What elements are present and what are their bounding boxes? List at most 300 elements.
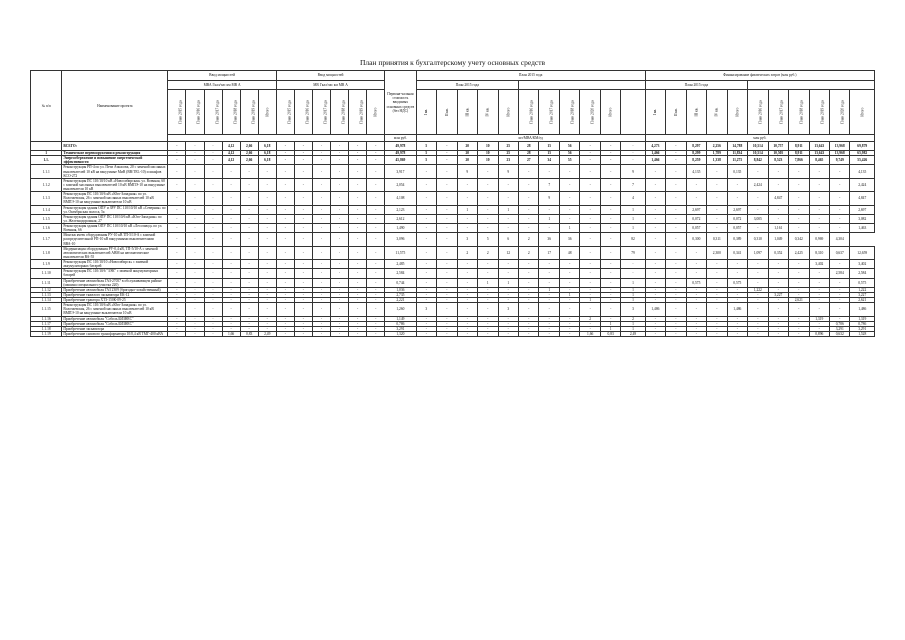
row-cell: 2,49 <box>258 331 276 336</box>
row-cell: - <box>222 303 240 316</box>
row-cell: 1 <box>621 298 645 303</box>
row-cell: - <box>645 292 665 297</box>
row-cell: - <box>498 331 518 336</box>
row-cell: - <box>748 298 768 303</box>
row-cell: 1 <box>621 326 645 331</box>
row-cell: - <box>349 331 367 336</box>
row-cell: - <box>830 260 850 269</box>
row-cell: - <box>168 224 186 233</box>
row-cell: - <box>437 298 457 303</box>
row-cell: - <box>789 287 809 292</box>
row-cell: 1 <box>600 321 620 326</box>
row-cell: - <box>312 192 330 205</box>
row-cell: - <box>707 292 727 297</box>
row-number: 1.1.4 <box>31 205 62 214</box>
row-cell: - <box>416 192 436 205</box>
row-cell: - <box>258 205 276 214</box>
row-name: Реконструкция ПС 110/10/6 кВ «Юго-Западная» по ул. Волочаевская, 26 с заменой масляных выключателей 10 кВ ВМПЭ-10 на вакуумные выключатели 10 кВ <box>62 192 168 205</box>
row-cell: - <box>349 214 367 223</box>
header-quarter-a-1: II кв. <box>437 90 457 135</box>
row-cell: 1,097 <box>748 246 768 259</box>
row-cell: - <box>707 269 727 278</box>
row-cell: 1,260 <box>385 303 416 316</box>
row-cell: - <box>580 321 600 326</box>
row-cell: - <box>294 233 312 246</box>
row-cell: - <box>349 233 367 246</box>
row-cell: 8,310 <box>809 246 829 259</box>
row-cell: - <box>666 192 686 205</box>
table-row <box>31 278 875 287</box>
row-cell: - <box>809 298 829 303</box>
row-cell: 4,847 <box>768 192 788 205</box>
row-cell: - <box>789 165 809 178</box>
row-cell: - <box>600 292 620 297</box>
row-cell: - <box>830 178 850 191</box>
header-input-2-sub: МВ Гкал/час км МВ А <box>276 81 384 90</box>
row-cell: 10,514 <box>748 151 768 156</box>
row-cell: - <box>666 224 686 233</box>
row-cell: - <box>666 260 686 269</box>
row-cell: 3,402 <box>809 260 829 269</box>
header-year-b-5: Итого <box>850 90 875 135</box>
row-cell: 1,66 <box>222 331 240 336</box>
row-cell: - <box>168 298 186 303</box>
row-cell: - <box>457 303 477 316</box>
row-cell: - <box>312 321 330 326</box>
row-cell: - <box>645 233 665 246</box>
row-cell: - <box>367 298 385 303</box>
row-cell: 1 <box>498 278 518 287</box>
row-cell: - <box>240 205 258 214</box>
row-cell: 8,299 <box>686 151 706 156</box>
row-cell: - <box>294 287 312 292</box>
row-cell: - <box>666 214 686 223</box>
row-cell: - <box>312 246 330 259</box>
row-cell: - <box>204 205 222 214</box>
row-cell: - <box>258 316 276 321</box>
row-cell: - <box>204 246 222 259</box>
row-cell: - <box>168 331 186 336</box>
row-cell: 3,291 <box>385 326 416 331</box>
row-cell: - <box>498 298 518 303</box>
row-cell: - <box>349 156 367 165</box>
row-cell: - <box>707 316 727 321</box>
row-cell: - <box>331 292 349 297</box>
row-cell: - <box>768 278 788 287</box>
row-number: 1.1.15 <box>31 303 62 316</box>
row-cell: 0,786 <box>830 321 850 326</box>
row-cell: - <box>559 316 579 321</box>
header-quarter-b-0: I кв. <box>645 90 665 135</box>
row-cell: - <box>768 205 788 214</box>
header-vert-a-3: План 2018 года <box>222 90 240 135</box>
row-cell: - <box>331 269 349 278</box>
row-cell: - <box>240 260 258 269</box>
row-cell: - <box>519 326 539 331</box>
row-cell: 4,108 <box>385 192 416 205</box>
row-cell: - <box>416 278 436 287</box>
row-cell: - <box>559 178 579 191</box>
row-cell: - <box>600 165 620 178</box>
row-cell: - <box>186 260 204 269</box>
row-cell: - <box>437 321 457 326</box>
row-cell: - <box>168 165 186 178</box>
row-cell: 10,514 <box>748 142 768 151</box>
row-cell: - <box>312 331 330 336</box>
row-cell: 1 <box>621 321 645 326</box>
header-vert-c-0: План 2016 года <box>519 90 539 135</box>
row-cell: 45,869 <box>385 156 416 165</box>
row-cell: 82 <box>621 233 645 246</box>
row-cell: - <box>258 298 276 303</box>
row-cell: - <box>222 233 240 246</box>
row-cell: 5 <box>416 142 436 151</box>
row-cell: - <box>519 316 539 321</box>
row-cell: 1 <box>457 205 477 214</box>
row-name: Приобретение автомобиля "Соболь БИЗНЕС" <box>62 321 168 326</box>
row-cell: 1 <box>600 326 620 331</box>
header-quarter-b-4: Итого <box>727 90 747 135</box>
row-cell: - <box>437 214 457 223</box>
row-number: 1.1.11 <box>31 278 62 287</box>
row-cell: - <box>457 224 477 233</box>
row-cell: 0,786 <box>385 321 416 326</box>
row-cell: - <box>276 192 294 205</box>
row-cell: - <box>707 326 727 331</box>
row-number: 1.1.1 <box>31 165 62 178</box>
row-cell: - <box>168 156 186 165</box>
row-cell: - <box>809 292 829 297</box>
row-cell: - <box>498 292 518 297</box>
row-cell: - <box>276 142 294 151</box>
row-cell: - <box>349 142 367 151</box>
row-name: Монтаж ячеек оборудования РУ-10 кВ ТП-5/10-А с заменой распределительной РП-10 кВ вакуумными выключателями ВВА-10 <box>62 233 168 246</box>
header-vert-a-0: План 2015 года <box>168 90 186 135</box>
header-quarter-a-4: Итого <box>498 90 518 135</box>
row-name: Реконструкция РП-4 по ул. Пети Ачкасова, 20 с заменой масляных выключателей 10 кВ на вакуумные МиВ (ВВ/TEL-10) и шкафов КСО-272 <box>62 165 168 178</box>
row-cell: - <box>789 205 809 214</box>
row-cell: - <box>222 260 240 269</box>
row-cell: - <box>809 205 829 214</box>
row-cell: 0,341 <box>727 246 747 259</box>
row-cell: 0,300 <box>686 233 706 246</box>
row-cell: 2,735 <box>385 292 416 297</box>
row-cell: - <box>748 326 768 331</box>
row-cell: - <box>748 224 768 233</box>
row-cell: 1,036 <box>385 287 416 292</box>
row-cell: 8,842 <box>748 156 768 165</box>
row-cell: - <box>645 316 665 321</box>
row-cell: - <box>457 298 477 303</box>
row-cell: - <box>240 214 258 223</box>
row-cell: - <box>768 298 788 303</box>
row-cell: - <box>186 178 204 191</box>
row-cell: - <box>294 224 312 233</box>
row-cell: - <box>457 316 477 321</box>
row-cell: - <box>457 331 477 336</box>
row-cell: - <box>222 165 240 178</box>
row-cell: - <box>331 316 349 321</box>
row-cell: - <box>539 321 559 326</box>
row-number: 1.1.2 <box>31 178 62 191</box>
row-cell: 55,426 <box>850 156 875 165</box>
row-cell: - <box>168 151 186 156</box>
row-cell: - <box>809 326 829 331</box>
header-quarter-b-2: III кв. <box>686 90 706 135</box>
row-cell: - <box>222 178 240 191</box>
row-cell: - <box>186 156 204 165</box>
row-cell: - <box>312 156 330 165</box>
row-cell: - <box>367 151 385 156</box>
header-plan-2015-b: План 2015 года <box>645 81 747 90</box>
row-cell: - <box>559 287 579 292</box>
row-cell: - <box>789 178 809 191</box>
row-cell: - <box>621 142 645 151</box>
row-cell: - <box>666 178 686 191</box>
row-cell: - <box>240 326 258 331</box>
row-cell: - <box>437 151 457 156</box>
row-cell: - <box>349 316 367 321</box>
row-number: 1.1.8 <box>31 246 62 259</box>
row-cell: - <box>645 269 665 278</box>
row-number: 1.1.16 <box>31 316 62 321</box>
row-cell: - <box>580 287 600 292</box>
header-fin-group: Финансирование фактических затрат (млн руб.) <box>645 71 874 81</box>
header-name: Наименование проекта <box>62 71 168 142</box>
row-cell: - <box>580 192 600 205</box>
row-cell: - <box>186 269 204 278</box>
row-cell: - <box>830 214 850 223</box>
row-cell: 4,12 <box>222 156 240 165</box>
row-cell: - <box>349 287 367 292</box>
row-cell: - <box>312 165 330 178</box>
row-name: Приобретение автомобиля ГАЗ 2309 (бригадно-хозяйственный) <box>62 287 168 292</box>
row-cell: - <box>276 224 294 233</box>
row-cell: - <box>621 156 645 165</box>
row-cell: - <box>478 326 498 331</box>
row-cell: - <box>789 316 809 321</box>
row-cell: - <box>789 326 809 331</box>
row-cell: - <box>559 165 579 178</box>
row-cell: 1,319 <box>809 316 829 321</box>
row-cell: - <box>294 278 312 287</box>
row-cell: - <box>331 151 349 156</box>
row-cell: 2,584 <box>830 269 850 278</box>
row-cell: 0,575 <box>850 278 875 287</box>
row-cell: - <box>186 233 204 246</box>
row-cell: - <box>367 192 385 205</box>
row-cell: - <box>168 205 186 214</box>
row-cell: 28 <box>519 142 539 151</box>
row-cell: - <box>519 287 539 292</box>
row-cell: - <box>666 246 686 259</box>
row-cell: - <box>686 287 706 292</box>
row-cell: 3 <box>621 303 645 316</box>
row-cell: - <box>686 326 706 331</box>
row-cell: - <box>809 224 829 233</box>
row-cell: 8,911 <box>789 142 809 151</box>
row-cell: - <box>168 178 186 191</box>
row-cell: 0,311 <box>707 233 727 246</box>
row-cell: - <box>437 246 457 259</box>
row-cell: - <box>809 287 829 292</box>
row-cell: - <box>240 316 258 321</box>
row-cell: 10 <box>478 151 498 156</box>
row-cell: - <box>294 142 312 151</box>
row-cell: 1 <box>621 224 645 233</box>
row-cell: 11,575 <box>385 246 416 259</box>
row-cell: - <box>580 233 600 246</box>
row-cell: - <box>748 303 768 316</box>
row-cell: 0,057 <box>686 224 706 233</box>
row-cell: - <box>600 298 620 303</box>
row-cell: - <box>519 192 539 205</box>
row-name: Реконструкция ПС 110/10/6 "ЗЭК" с заменой аккумуляторных батарей <box>62 269 168 278</box>
row-cell: - <box>331 165 349 178</box>
row-cell: 2,612 <box>385 214 416 223</box>
row-cell: - <box>666 331 686 336</box>
row-cell: - <box>367 246 385 259</box>
row-number: 1.1.3 <box>31 192 62 205</box>
row-cell: - <box>416 214 436 223</box>
row-cell: - <box>349 246 367 259</box>
row-cell: - <box>457 260 477 269</box>
row-cell: 1,338 <box>707 156 727 165</box>
row-cell: - <box>600 214 620 223</box>
row-cell: - <box>707 224 727 233</box>
row-cell: - <box>686 178 706 191</box>
row-cell: 2,054 <box>385 178 416 191</box>
row-cell: - <box>367 287 385 292</box>
row-cell: - <box>222 278 240 287</box>
row-cell: - <box>276 278 294 287</box>
row-cell: - <box>748 321 768 326</box>
row-cell: 17 <box>539 246 559 259</box>
row-cell: - <box>645 192 665 205</box>
row-cell: - <box>580 326 600 331</box>
row-number: 1.1.13 <box>31 292 62 297</box>
row-cell: - <box>240 233 258 246</box>
row-cell: - <box>580 165 600 178</box>
row-cell: - <box>222 298 240 303</box>
row-cell: - <box>768 303 788 316</box>
row-cell: - <box>222 246 240 259</box>
row-cell: - <box>222 316 240 321</box>
row-cell: - <box>727 292 747 297</box>
row-cell: - <box>457 192 477 205</box>
row-cell: 25 <box>498 142 518 151</box>
row-cell: 48 <box>559 246 579 259</box>
row-cell: - <box>367 269 385 278</box>
row-cell: - <box>580 269 600 278</box>
row-cell: - <box>416 292 436 297</box>
row-cell: - <box>186 246 204 259</box>
row-number: 1.1.5 <box>31 214 62 223</box>
row-cell: - <box>204 298 222 303</box>
row-cell: - <box>478 292 498 297</box>
row-cell: - <box>168 303 186 316</box>
header-vert-b-2: План 2017 года <box>312 90 330 135</box>
row-cell: - <box>686 192 706 205</box>
row-cell: - <box>707 287 727 292</box>
row-cell: - <box>276 316 294 321</box>
row-cell: - <box>312 292 330 297</box>
row-cell: - <box>186 326 204 331</box>
table-row <box>31 178 875 191</box>
row-cell: - <box>809 269 829 278</box>
row-cell: - <box>294 205 312 214</box>
table-row <box>31 303 875 316</box>
row-cell: - <box>331 278 349 287</box>
row-cell: - <box>686 298 706 303</box>
row-cell: - <box>768 326 788 331</box>
row-cell: 25 <box>498 151 518 156</box>
row-cell: 0,83 <box>240 331 258 336</box>
table-row <box>31 214 875 223</box>
row-cell: - <box>600 260 620 269</box>
row-cell: 0,389 <box>727 233 747 246</box>
row-cell: - <box>258 192 276 205</box>
row-cell: - <box>312 214 330 223</box>
table-row <box>31 224 875 233</box>
header-unit-3: млн руб. <box>645 135 874 142</box>
row-cell: - <box>478 331 498 336</box>
row-cell: - <box>645 214 665 223</box>
row-cell: - <box>204 326 222 331</box>
row-cell: 0,786 <box>850 321 875 326</box>
row-cell: - <box>258 303 276 316</box>
row-cell: - <box>416 178 436 191</box>
row-cell: - <box>498 178 518 191</box>
row-number: 1.1.9 <box>31 260 62 269</box>
row-cell: - <box>349 303 367 316</box>
row-cell: - <box>580 246 600 259</box>
row-cell: 4,135 <box>850 165 875 178</box>
row-cell: - <box>186 331 204 336</box>
row-cell: - <box>437 287 457 292</box>
row-cell: - <box>204 142 222 151</box>
row-cell: 8,297 <box>686 142 706 151</box>
row-cell: 3 <box>498 303 518 316</box>
row-cell: - <box>168 292 186 297</box>
row-cell: - <box>457 278 477 287</box>
row-cell: - <box>204 321 222 326</box>
row-cell: 4,847 <box>850 192 875 205</box>
row-cell: 14,788 <box>727 142 747 151</box>
row-cell: - <box>539 165 559 178</box>
row-cell: 2,485 <box>385 260 416 269</box>
row-cell: - <box>748 316 768 321</box>
row-cell: - <box>789 331 809 336</box>
row-cell: 23 <box>498 156 518 165</box>
row-cell: 1,319 <box>850 316 875 321</box>
row-cell: - <box>478 287 498 292</box>
row-cell: - <box>204 156 222 165</box>
row-cell: - <box>258 214 276 223</box>
row-cell: - <box>276 326 294 331</box>
row-cell: - <box>437 233 457 246</box>
header-vert-b-0: План 2015 года <box>276 90 294 135</box>
row-cell: - <box>240 192 258 205</box>
row-cell: - <box>478 298 498 303</box>
row-cell: - <box>186 192 204 205</box>
row-cell: - <box>349 298 367 303</box>
row-cell: - <box>809 303 829 316</box>
row-cell: - <box>727 269 747 278</box>
row-number: 1.1.7 <box>31 233 62 246</box>
row-cell: - <box>768 214 788 223</box>
row-cell: - <box>686 292 706 297</box>
